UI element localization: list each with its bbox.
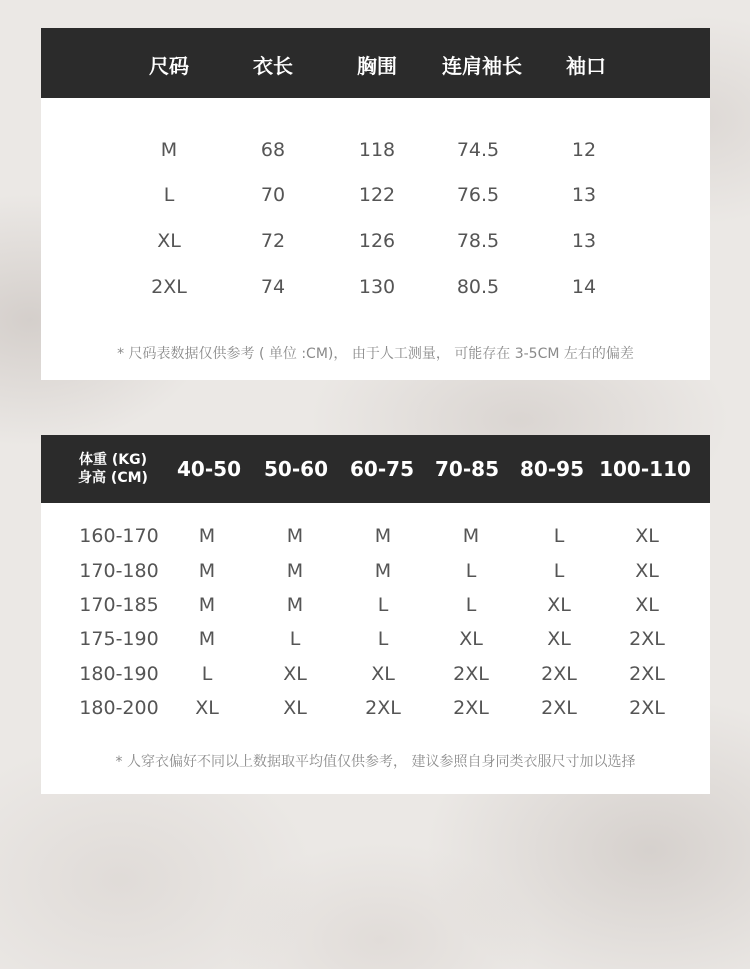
table-cell: M	[198, 560, 216, 582]
table-cell: 76.5	[456, 184, 500, 206]
table-cell: M	[198, 525, 216, 547]
table-cell: M	[374, 525, 392, 547]
table-cell: XL	[283, 697, 307, 719]
table-cell: 180-200	[79, 697, 159, 719]
header-weight-range: 100-110	[599, 457, 691, 481]
table-cell: XL	[195, 697, 219, 719]
fit-chart-header	[41, 435, 710, 503]
table-cell: L	[201, 663, 213, 685]
table-cell: M	[462, 525, 480, 547]
table-cell: 2XL	[541, 697, 577, 719]
header-weight-height	[78, 451, 148, 487]
size-chart-body	[41, 98, 710, 380]
header-chest: 胸围	[357, 54, 397, 78]
table-cell: 170-185	[79, 594, 159, 616]
table-cell: 72	[260, 230, 286, 252]
table-cell: XL	[547, 628, 571, 650]
table-cell: 80.5	[456, 276, 500, 298]
table-cell: 122	[358, 184, 396, 206]
table-cell: 74	[260, 276, 286, 298]
table-cell: M	[286, 525, 304, 547]
table-cell: 70	[260, 184, 286, 206]
table-cell: L	[377, 594, 389, 616]
table-cell: 2XL	[453, 663, 489, 685]
table-cell: 2XL	[629, 628, 665, 650]
header-sleeve-length: 连肩袖长	[442, 54, 522, 78]
table-cell: 2XL	[541, 663, 577, 685]
table-cell: L	[553, 560, 565, 582]
table-cell: XL	[635, 560, 659, 582]
header-size: 尺码	[149, 54, 189, 78]
table-cell: L	[465, 560, 477, 582]
table-cell: XL	[371, 663, 395, 685]
table-cell: 74.5	[456, 139, 500, 161]
table-cell: 170-180	[79, 560, 159, 582]
header-weight-range: 40-50	[177, 457, 241, 481]
table-cell: 130	[358, 276, 396, 298]
table-cell: 13	[571, 230, 597, 252]
table-cell: 2XL	[151, 276, 187, 298]
header-weight-range: 70-85	[435, 457, 499, 481]
size-chart-header	[41, 28, 710, 98]
table-cell: XL	[635, 594, 659, 616]
table-cell: XL	[635, 525, 659, 547]
table-cell: M	[160, 139, 178, 161]
table-cell: M	[198, 594, 216, 616]
table-cell: 2XL	[365, 697, 401, 719]
table-cell: M	[198, 628, 216, 650]
table-cell: L	[289, 628, 301, 650]
table-cell: 2XL	[629, 663, 665, 685]
header-weight-range: 60-75	[350, 457, 414, 481]
header-length: 衣长	[253, 54, 293, 78]
table-cell: 126	[358, 230, 396, 252]
header-weight-label: 体重 (KG)	[78, 452, 148, 468]
table-cell: 160-170	[79, 525, 159, 547]
size-chart	[41, 28, 710, 380]
table-cell: 118	[358, 139, 396, 161]
table-cell: 14	[571, 276, 597, 298]
table-cell: 180-190	[79, 663, 159, 685]
table-cell: 175-190	[79, 628, 159, 650]
header-height-label: 身高 (CM)	[78, 470, 148, 486]
table-cell: 2XL	[453, 697, 489, 719]
table-cell: L	[377, 628, 389, 650]
table-cell: M	[374, 560, 392, 582]
table-cell: XL	[283, 663, 307, 685]
table-cell: M	[286, 560, 304, 582]
table-cell: 78.5	[456, 230, 500, 252]
table-cell: L	[163, 184, 175, 206]
fit-chart	[41, 435, 710, 794]
table-cell: XL	[459, 628, 483, 650]
size-chart-note: * 尺码表数据仅供参考 ( 单位 :CM)， 由于人工测量， 可能存在 3-5CM 左右的偏差	[117, 346, 634, 362]
table-cell: 68	[260, 139, 286, 161]
table-cell: L	[553, 525, 565, 547]
table-cell: 12	[571, 139, 597, 161]
header-weight-range: 80-95	[520, 457, 584, 481]
table-cell: XL	[547, 594, 571, 616]
header-weight-range: 50-60	[264, 457, 328, 481]
table-cell: XL	[157, 230, 181, 252]
table-cell: L	[465, 594, 477, 616]
table-cell: 13	[571, 184, 597, 206]
header-cuff: 袖口	[566, 54, 606, 78]
fit-chart-body	[41, 503, 710, 794]
table-cell: M	[286, 594, 304, 616]
fit-chart-note: * 人穿衣偏好不同以上数据取平均值仅供参考， 建议参照自身同类衣服尺寸加以选择	[115, 754, 636, 770]
table-cell: 2XL	[629, 697, 665, 719]
